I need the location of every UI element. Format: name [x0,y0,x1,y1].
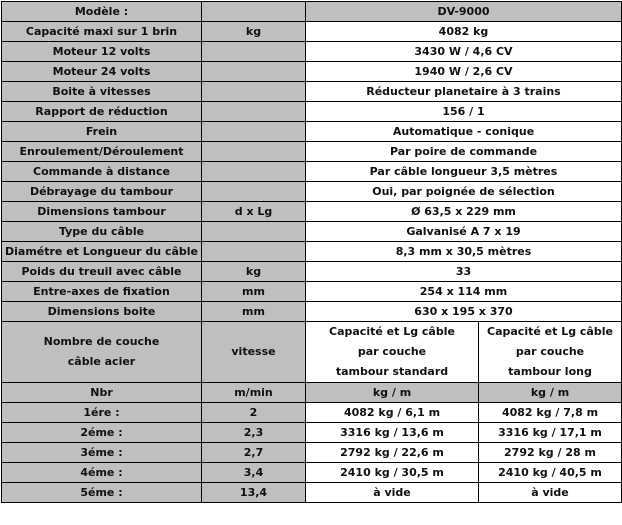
spec-unit: d x Lg [202,202,306,222]
layer-speed: 2,3 [202,423,306,443]
layer-header-row [2,322,622,383]
layer-number: 1ére : [2,403,202,423]
spec-label: Diamétre et Longueur du câble [2,242,202,262]
layer-row [2,483,622,503]
model-value: DV-9000 [306,2,622,22]
spec-row [2,62,622,82]
long-drum-header-line: par couche [515,345,585,358]
spec-value: Par câble longueur 3,5 mètres [306,162,622,182]
standard-drum-header-line: Capacité et Lg câble [329,325,455,338]
units-long: kg / m [479,383,622,403]
layer-standard-capacity: 2410 kg / 30,5 m [306,463,479,483]
units-standard: kg / m [306,383,479,403]
spec-row [2,282,622,302]
spec-unit: mm [202,302,306,322]
layer-row [2,443,622,463]
layer-standard-capacity: 3316 kg / 13,6 m [306,423,479,443]
layer-number: 3éme : [2,443,202,463]
layer-speed: 2,7 [202,443,306,463]
spec-label: Moteur 12 volts [2,42,202,62]
spec-value: Par poire de commande [306,142,622,162]
spec-row [2,222,622,242]
spec-value: 8,3 mm x 30,5 mètres [306,242,622,262]
long-drum-header-line: Capacité et Lg câble [487,325,613,338]
layer-count-header-line: câble acier [67,355,136,368]
spec-unit [202,142,306,162]
layer-number: 4éme : [2,463,202,483]
layer-number: 2éme : [2,423,202,443]
layer-count-header [2,322,202,383]
spec-row [2,82,622,102]
spec-row [2,242,622,262]
layer-standard-capacity: 4082 kg / 6,1 m [306,403,479,423]
spec-value: 1940 W / 2,6 CV [306,62,622,82]
spec-label: Moteur 24 volts [2,62,202,82]
standard-drum-header-line: par couche [357,345,427,358]
model-unit-cell [202,2,306,22]
spec-value: 630 x 195 x 370 [306,302,622,322]
layer-speed: 13,4 [202,483,306,503]
layer-row [2,463,622,483]
spec-row [2,302,622,322]
spec-label: Poids du treuil avec câble [2,262,202,282]
spec-unit [202,222,306,242]
model-row [2,2,622,22]
layer-long-capacity: à vide [479,483,622,503]
spec-unit [202,242,306,262]
spec-label: Type du câble [2,222,202,242]
spec-row [2,142,622,162]
spec-value: Réducteur planetaire à 3 trains [306,82,622,102]
standard-drum-header-line: tambour standard [335,365,449,378]
spec-unit [202,42,306,62]
layer-row [2,403,622,423]
spec-row [2,162,622,182]
long-drum-header [479,322,622,383]
spec-row [2,102,622,122]
layer-row [2,423,622,443]
spec-row [2,122,622,142]
spec-value: 156 / 1 [306,102,622,122]
layer-speed: 2 [202,403,306,423]
spec-row [2,182,622,202]
spec-row [2,202,622,222]
spec-unit [202,182,306,202]
spec-table-body [2,2,622,503]
layer-count-header-line: Nombre de couche [43,335,160,348]
units-row [2,383,622,403]
spec-unit: mm [202,282,306,302]
layer-long-capacity: 3316 kg / 17,1 m [479,423,622,443]
spec-unit: kg [202,262,306,282]
layer-number: 5éme : [2,483,202,503]
layer-long-capacity: 2410 kg / 40,5 m [479,463,622,483]
spec-label: Boite à vitesses [2,82,202,102]
spec-label: Commande à distance [2,162,202,182]
layer-long-capacity: 4082 kg / 7,8 m [479,403,622,423]
spec-value: Oui, par poignée de sélection [306,182,622,202]
model-label: Modèle : [2,2,202,22]
units-layer: Nbr [2,383,202,403]
spec-label: Dimensions boite [2,302,202,322]
spec-label: Dimensions tambour [2,202,202,222]
spec-value: 3430 W / 4,6 CV [306,42,622,62]
spec-value: 4082 kg [306,22,622,42]
standard-drum-header [306,322,479,383]
spec-unit [202,162,306,182]
spec-row [2,22,622,42]
spec-label: Rapport de réduction [2,102,202,122]
spec-value: Galvanisé A 7 x 19 [306,222,622,242]
spec-row [2,42,622,62]
spec-value: 254 x 114 mm [306,282,622,302]
spec-unit [202,82,306,102]
spec-label: Capacité maxi sur 1 brin [2,22,202,42]
layer-standard-capacity: 2792 kg / 22,6 m [306,443,479,463]
spec-value: 33 [306,262,622,282]
spec-label: Débrayage du tambour [2,182,202,202]
spec-value: Automatique - conique [306,122,622,142]
units-speed: m/min [202,383,306,403]
spec-value: Ø 63,5 x 229 mm [306,202,622,222]
long-drum-header-line: tambour long [508,365,592,378]
layer-standard-capacity: à vide [306,483,479,503]
spec-unit [202,62,306,82]
layer-long-capacity: 2792 kg / 28 m [479,443,622,463]
spec-unit [202,122,306,142]
spec-unit: kg [202,22,306,42]
spec-label: Frein [2,122,202,142]
spec-unit [202,102,306,122]
speed-header: vitesse [202,322,306,383]
layer-speed: 3,4 [202,463,306,483]
winch-spec-table [1,1,622,503]
spec-row [2,262,622,282]
spec-label: Entre-axes de fixation [2,282,202,302]
spec-label: Enroulement/Déroulement [2,142,202,162]
